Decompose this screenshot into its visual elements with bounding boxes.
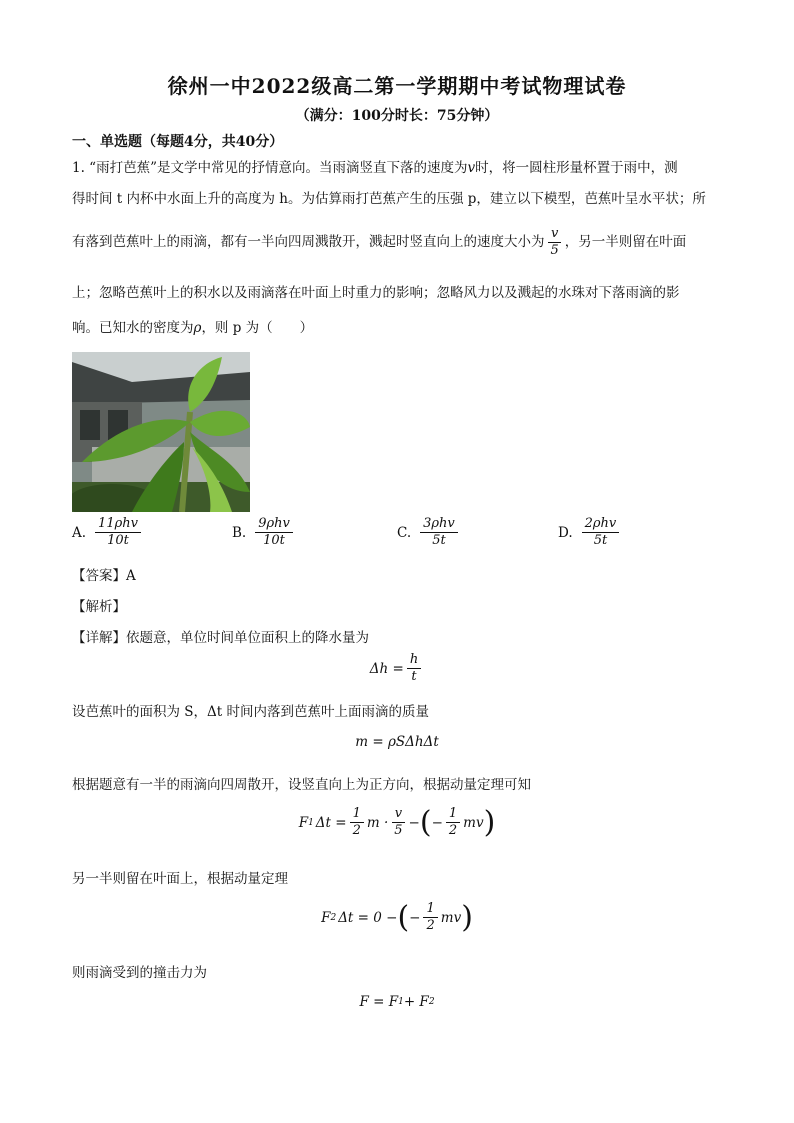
answer-label: 【答案】A [72, 568, 136, 584]
question-line-3: 有落到芭蕉叶上的雨滴，都有一半向四周溅散开，溅起时竖直向上的速度大小为 $\frac{v}{5}$ ，另一半则留在叶面 [72, 226, 687, 258]
page-subtitle: （满分：100分时长：75分钟） [295, 108, 499, 124]
detail-text-4: 另一半则留在叶面上，根据动量定理 [72, 871, 288, 887]
question-line-2: 得时间 t 内杯中水面上升的高度为 h。为估算雨打芭蕉产生的压强 p，建立以下模型，芭蕉叶呈水平状；所 [72, 191, 706, 207]
banana-leaf-image [72, 352, 250, 512]
banana-leaf-photo [72, 352, 250, 512]
detail-text-3: 根据题意有一半的雨滴向四周散开，设竖直向上为正方向，根据动量定理可知 [72, 777, 531, 793]
detail-intro: 【详解】依题意，单位时间单位面积上的降水量为 [72, 630, 369, 646]
question-line-5: 响。已知水的密度为ρ，则 p 为（ ） [72, 320, 314, 336]
option-a[interactable]: A. $\frac{\text{11ρhv}}{10t}$ [72, 516, 144, 549]
option-b[interactable]: B. $\frac{\text{9ρhv}}{10t}$ [232, 516, 296, 549]
option-d[interactable]: D. $\frac{\text{2ρhv}}{5t}$ [558, 516, 622, 549]
section-heading: 一、单选题（每题4分，共40分） [72, 134, 284, 150]
analysis-label: 【解析】 [72, 599, 126, 615]
equation-mass: m = ρSΔhΔt [355, 734, 439, 750]
fraction-v-over-5: $\frac{v}{5}$ [548, 226, 562, 259]
page-title: 徐州一中2022级高二第一学期期中考试物理试卷 [167, 74, 627, 98]
option-c[interactable]: C. $\frac{\text{3ρhv}}{5t}$ [397, 516, 461, 549]
equation-delta-h: Δh = $\frac{h}{t}$ [0, 652, 794, 685]
equation-impulse-1: F 1 Δt = $\frac{1}{2}$ m · $\frac{v}{5}$ − ( − $\frac{1}{2}$ mv ) [298, 804, 496, 840]
question-line-4: 上；忽略芭蕉叶上的积水以及雨滴落在叶面上时重力的影响；忽略风力以及溅起的水珠对下落雨滴的影 [72, 285, 680, 301]
question-line-1: 1. “雨打芭蕉”是文学中常见的抒情意向。当雨滴竖直下落的速度为v时，将一圆柱形量杯置于雨中，测 [72, 160, 678, 176]
equation-impulse-2: F 2 Δt = 0 − ( − $\frac{1}{2}$ mv ) [321, 899, 473, 935]
equation-total-force: F = F 1 + F 2 [359, 994, 435, 1010]
detail-text-5: 则雨滴受到的撞击力为 [72, 965, 207, 981]
detail-text-2: 设芭蕉叶的面积为 S，Δt 时间内落到芭蕉叶上面雨滴的质量 [72, 704, 430, 720]
